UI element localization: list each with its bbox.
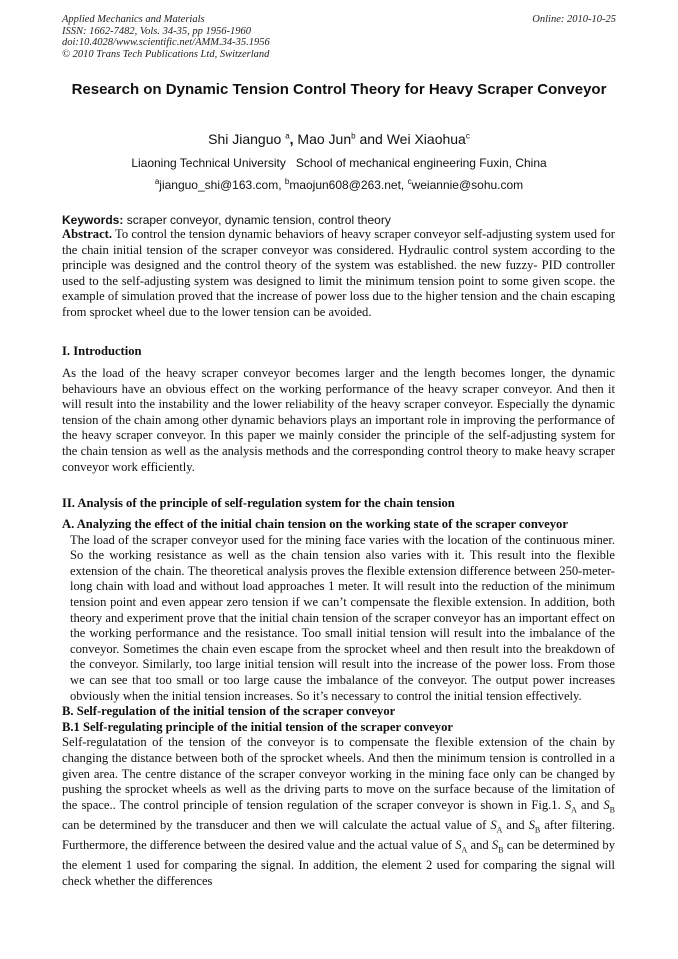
email-link[interactable]: maojun608@263.net, [289, 178, 408, 192]
symbol: S [491, 837, 499, 852]
paper-title: Research on Dynamic Tension Control Theory for Heavy Scraper Conveyor [71, 81, 607, 98]
subsection-heading: A. Analyzing the effect of the initial chain tension on the working state of the scraper conveyor [62, 517, 568, 531]
symbol-sub: B [534, 825, 541, 835]
paragraph-text: and [502, 817, 529, 832]
doi-line: doi:10.4028/www.scientific.net/AMM.34-35.1956 [62, 37, 270, 48]
email-sup: c [407, 177, 412, 186]
subsection-text: The load of the scraper conveyor used for the mining face varies with the location of the continuous miner. So the working resistance as well as the chain tension also varies with it. This result into the flexible extension of the chain. The theoretical analysis proves the flexible extension difference between 250-meter-long chain with load and without load approaches 1 meter. It will result into the reduction of the minimum tension point and even appear zero tension if we can’t compensate the flexible extension. In addition, both theory and experiment prove that the initial chain tension of the scraper conveyor has an important effect on the working performance and the resistance. Too small initial tension will result into the imbalance of the conveyor. Sometimes the chain even escape from the sprocket wheel and then result into the breakdown of the conveyor. Similarly, too large initial tension will result into the increase of the power loss. From those we can see that too small or too large cause the imbalance of the conveyor. The output power increases obviously when the initial tension increases. So it’s necessary to control the initial tension effectively. [70, 532, 615, 703]
symbol-sub: A [496, 825, 503, 835]
author-list: Shi Jianguo $^a$, Mao Jun$^b$ and Wei Xiaohua$^c$ [208, 131, 470, 147]
section-heading: I. Introduction [62, 344, 142, 358]
section-body [62, 517, 615, 889]
abstract-label: Abstract. [62, 227, 113, 241]
symbol-sub: A [571, 805, 577, 815]
issn-line: ISSN: 1662-7482, Vols. 34-35, pp 1956-1960 [62, 25, 251, 37]
subsection-heading: B.1 Self-regulating principle of the initial tension of the scraper conveyor [62, 719, 453, 734]
paragraph-text: Self-regulatation of the tension of the conveyor is to compensate the flexible extension of the chain by changing the distance between both of the sprocket wheels. And then the minimum tension is controlled in a given area. The centre distance of the scraper conveyor working in the mining face only can be changed by pushing the sprocket wheels as well as the driving parts to move on the surface because of the limitation of the space.. The control principle of tension regulation of the scraper conveyor is shown in Fig.1. [62, 735, 615, 812]
symbol-sub: B [498, 845, 504, 855]
email-sup: a [154, 177, 160, 186]
author-sup: c [465, 131, 470, 141]
affiliation: Liaoning Technical University School of mechanical engineering Fuxin, China [131, 156, 547, 170]
email-link[interactable]: jianguo_shi@163.com, [159, 178, 285, 192]
abstract [62, 227, 615, 321]
paragraph-text: and [467, 837, 492, 852]
copyright-line: © 2010 Trans Tech Publications Ltd, Switzerland [62, 48, 270, 60]
paragraph-text: can be determined by the element 1 used for comparing the signal. In addition, the element 2 used for comparing the signal will check whether the differences [62, 837, 615, 888]
author-name: Shi Jianguo [208, 131, 282, 147]
author-name: Wei Xiaohua [386, 131, 466, 147]
symbol-sub: A [461, 845, 468, 855]
keywords [62, 213, 615, 227]
keywords-text: scraper conveyor, dynamic tension, control theory [123, 213, 391, 227]
email-list [62, 178, 616, 192]
symbol-sub: B [609, 805, 615, 815]
keywords-label: Keywords: [62, 213, 124, 227]
email-sup: b [284, 177, 290, 186]
section-heading: II. Analysis of the principle of self-regulation system for the chain tension [62, 496, 455, 510]
journal-header [62, 14, 616, 60]
abstract-text: To control the tension dynamic behaviors of heavy scraper conveyor self-adjusting system used for the chain initial tension of the scraper conveyor was considered. Hydraulic control system according to the principle was designed and the control theory of the system was established. the new fuzzy- PID controller used to the self-adjusting system was designed to limit the minimum tension point to some given scope. the example of simulation proved that the increase of power loss due to the higher tension and the chain escaping from sprocket wheel due to the lower tension can be avoided. [62, 227, 615, 319]
section-body: As the load of the heavy scraper conveyor becomes larger and the length becomes longer, the dynamic behaviours have an obvious effect on the working performance of the heavy scraper conveyor. And then it will result into the instability and the lower reliability of the heavy scraper conveyor. Especially the dynamic tension of the chain among other dynamic behaviors plays an important role in improving the performance of the heavy scraper conveyor. In this paper we mainly consider the principle of the self-adjusting system for the chain tension as well as the analysis methods and the corresponding control theory to make heavy scraper conveyor work efficiently. [62, 366, 615, 474]
author-name: Mao Jun [297, 131, 352, 147]
author-sup: b [351, 131, 356, 141]
paragraph-text: can be determined by the transducer and then we will calculate the actual value of [62, 817, 491, 832]
journal-name: Applied Mechanics and Materials [62, 14, 205, 25]
paragraph-text: and [576, 797, 604, 812]
symbol: S [490, 817, 497, 832]
author-sup: a [285, 131, 290, 141]
symbol: S [528, 817, 535, 832]
subsection-text [62, 735, 615, 889]
symbol: S [603, 797, 610, 812]
subsection-heading: B. Self-regulation of the initial tension of the scraper conveyor [62, 704, 396, 719]
paragraph-text: after filtering. Furthermore, the difference between the desired value and the actual value of [62, 817, 615, 852]
online-date: Online: 2010-10-25 [532, 14, 616, 25]
symbol: S [455, 837, 462, 852]
symbol: S [564, 797, 572, 812]
email-link[interactable]: weiannie@sohu.com [411, 178, 524, 192]
